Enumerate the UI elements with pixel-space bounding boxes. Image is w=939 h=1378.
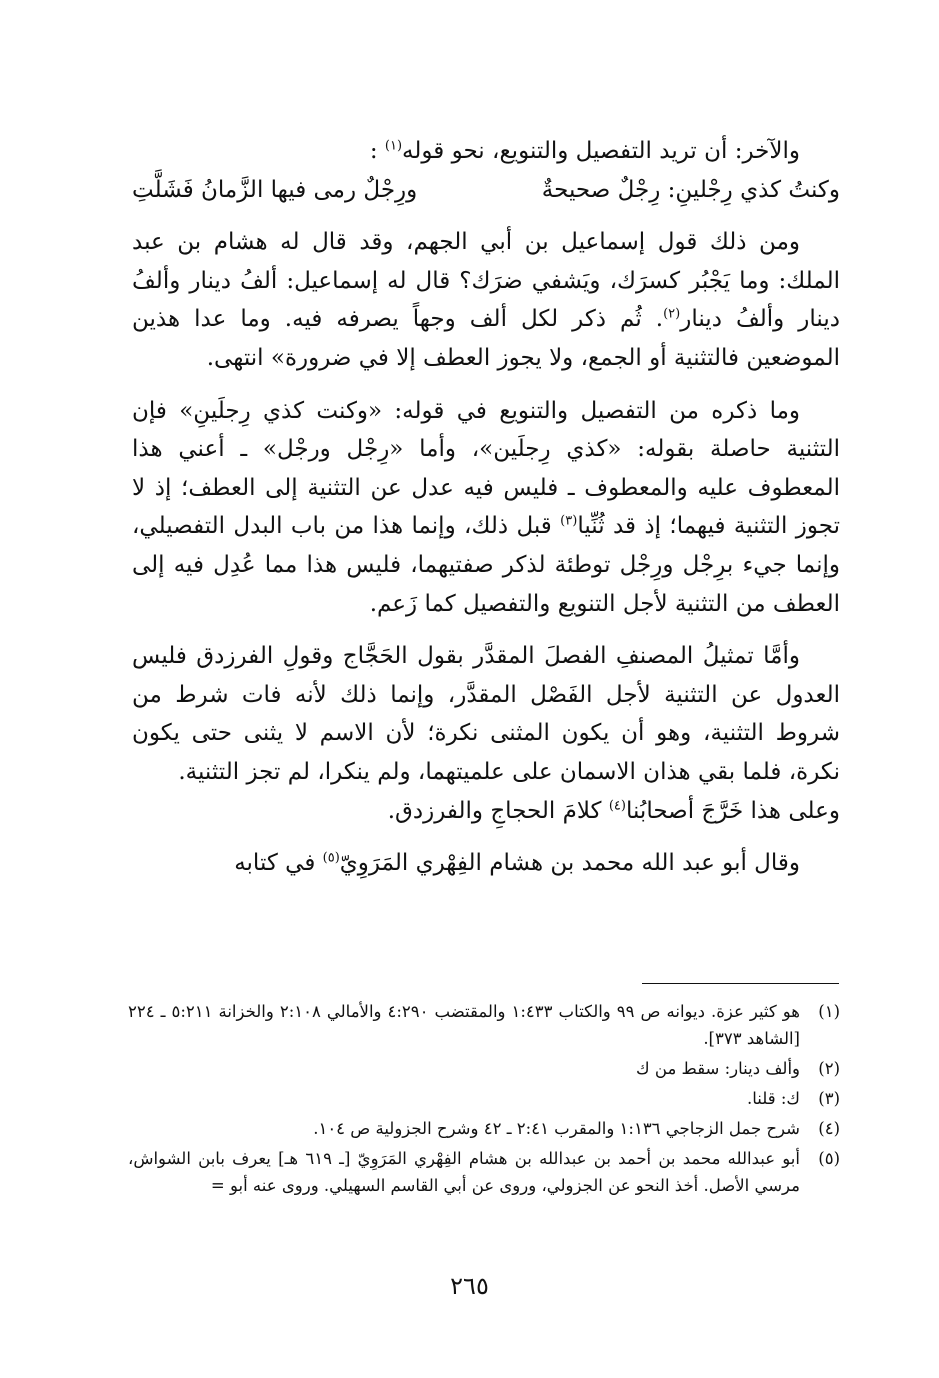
- main-text: [132, 132, 840, 883]
- footnote-ref-3[interactable]: (٣): [560, 513, 578, 529]
- paragraph-1-end: :: [369, 138, 378, 164]
- footnote-ref-2[interactable]: (٢): [663, 306, 681, 322]
- footnote-1: [128, 998, 840, 1052]
- footnote-4: [128, 1115, 840, 1142]
- footnote-number: (٢): [818, 1059, 840, 1078]
- paragraph-4-text: وأمَّا تمثيلُ المصنفِ الفصلَ المقدَّر بقول الحَجَّاج وقولِ الفرزدق فليس العدول عن التثنية لأجل الفَصْل المقدَّر، وإنما ذلك لأنه فات شرط من شروط التثنية، وهو أن يكون المثنى نكرة؛ لأن الاسم لا يثنى حتى يكون نكرة، فلما بقي هذان الاسمان على علميتهما، ولم ينكرا، لم تجز التثنية.: [132, 643, 840, 785]
- footnote-text: ك: قلنا.: [746, 1089, 800, 1108]
- paragraph-3: [132, 392, 840, 624]
- paragraph-3-text-b: قبل ذلك، وإنما هذا من باب البدل التفصيلي، وإنما جيء برِجْل ورِجْل توطئة لذكر صفتيهما، فليس هذا مما عُدِل فيه إلى العطف من التثنية لأجل التنويع والتفصيل كما زَعم.: [132, 513, 840, 617]
- footnote-3: [128, 1085, 840, 1112]
- footnote-number: (٣): [818, 1089, 840, 1108]
- paragraph-4: [132, 637, 840, 791]
- footnote-divider: [642, 983, 839, 984]
- footnotes: [128, 998, 840, 1202]
- verse-line: [132, 171, 840, 210]
- paragraph-2-text-b: . ثُم ذكر لكل ألف وجهاً يصرفه فيه. وما عدا هذين الموضعين فالتثنية أو الجمع، ولا يجوز العطف إلا في ضرورة» انتهى.: [132, 306, 840, 371]
- footnote-text: أبو عبدالله محمد بن أحمد بن عبدالله بن هشام الفِهْري المَرَوِيّ [ـ ٦١٩ هـ] يعرف بابن الشواش، مرسي الأصل. أخذ النحو عن الجزولي، وروى عن أبي القاسم السهيلي. وروى عنه أبو =: [128, 1149, 800, 1195]
- paragraph-3-text-a: وما ذكره من التفصيل والتنويع في قوله: «وكنت كذي رِجلَينِ» فإن التثنية حاصلة بقوله: «كذي رِجلَين»، وأما «رِجْل ورجْل» ـ أعني هذا المعطوف عليه والمعطوف ـ فليس فيه عدل عن التثنية إلى العطف؛ إذ لا تجوز التثنية فيهما؛ إذ قد ثُنِّيا: [132, 397, 840, 540]
- paragraph-6-text-a: وقال أبو عبد الله محمد بن هشام الفِهْري المَرَوِيّ: [339, 850, 800, 877]
- footnote-number: (١): [818, 1002, 840, 1021]
- paragraph-5-text-b: كلامَ الحجاجِ والفرزدق.: [387, 797, 609, 824]
- paragraph-5-text-a: وعلى هذا خَرَّجَ أصحابُنا: [625, 797, 840, 824]
- verse-second-hemistich: ورِجْلٌ رمى فيها الزَّمانُ فَشَلَّتِ: [132, 176, 418, 203]
- paragraph-2: [132, 223, 840, 377]
- footnote-number: (٥): [818, 1149, 840, 1168]
- footnote-ref-5[interactable]: (٥): [322, 850, 340, 866]
- footnote-number: (٤): [818, 1119, 840, 1138]
- footnote-ref-1[interactable]: (١): [384, 138, 403, 154]
- footnote-ref-4[interactable]: (٤): [608, 797, 626, 813]
- paragraph-2-text-a: ومن ذلك قول إسماعيل بن أبي الجهم، وقد قال له هشام بن عبد الملك: وما يَجْبُر كسرَك، ويَشفي ضرَك؟ قال له إسماعيل: ألفُ دينار وألفُ دينار وألفُ دينار: [132, 229, 840, 333]
- page-number: ٢٦٥: [450, 1272, 489, 1300]
- paragraph-1: [132, 132, 840, 171]
- footnote-text: هو كثير عزة. ديوانه ص ٩٩ والكتاب ١:٤٣٣ والمقتضب ٤:٢٩٠ والأمالي ٢:١٠٨ والخزانة ٥:٢١١ ـ ٢٢٤ [الشاهد ٣٧٣].: [128, 1002, 800, 1048]
- footnote-2: [128, 1055, 840, 1082]
- paragraph-5: [132, 792, 840, 831]
- paragraph-1-text: والآخر: أن تريد التفصيل والتنويع، نحو قوله: [402, 138, 800, 164]
- footnote-text: وألف دينار: سقط من ك: [636, 1059, 800, 1078]
- paragraph-6: [132, 844, 840, 883]
- paragraph-6-text-b: في كتابه: [234, 850, 323, 877]
- footnote-text: شرح جمل الزجاجي ١:١٣٦ والمقرب ٢:٤١ ـ ٤٢ وشرح الجزولية ص ١٠٤.: [313, 1119, 800, 1138]
- verse-first-hemistich: وكنتُ كذي رِجْلينِ: رِجْلٌ صحيحةٌ: [541, 176, 840, 203]
- footnote-5: [128, 1145, 840, 1199]
